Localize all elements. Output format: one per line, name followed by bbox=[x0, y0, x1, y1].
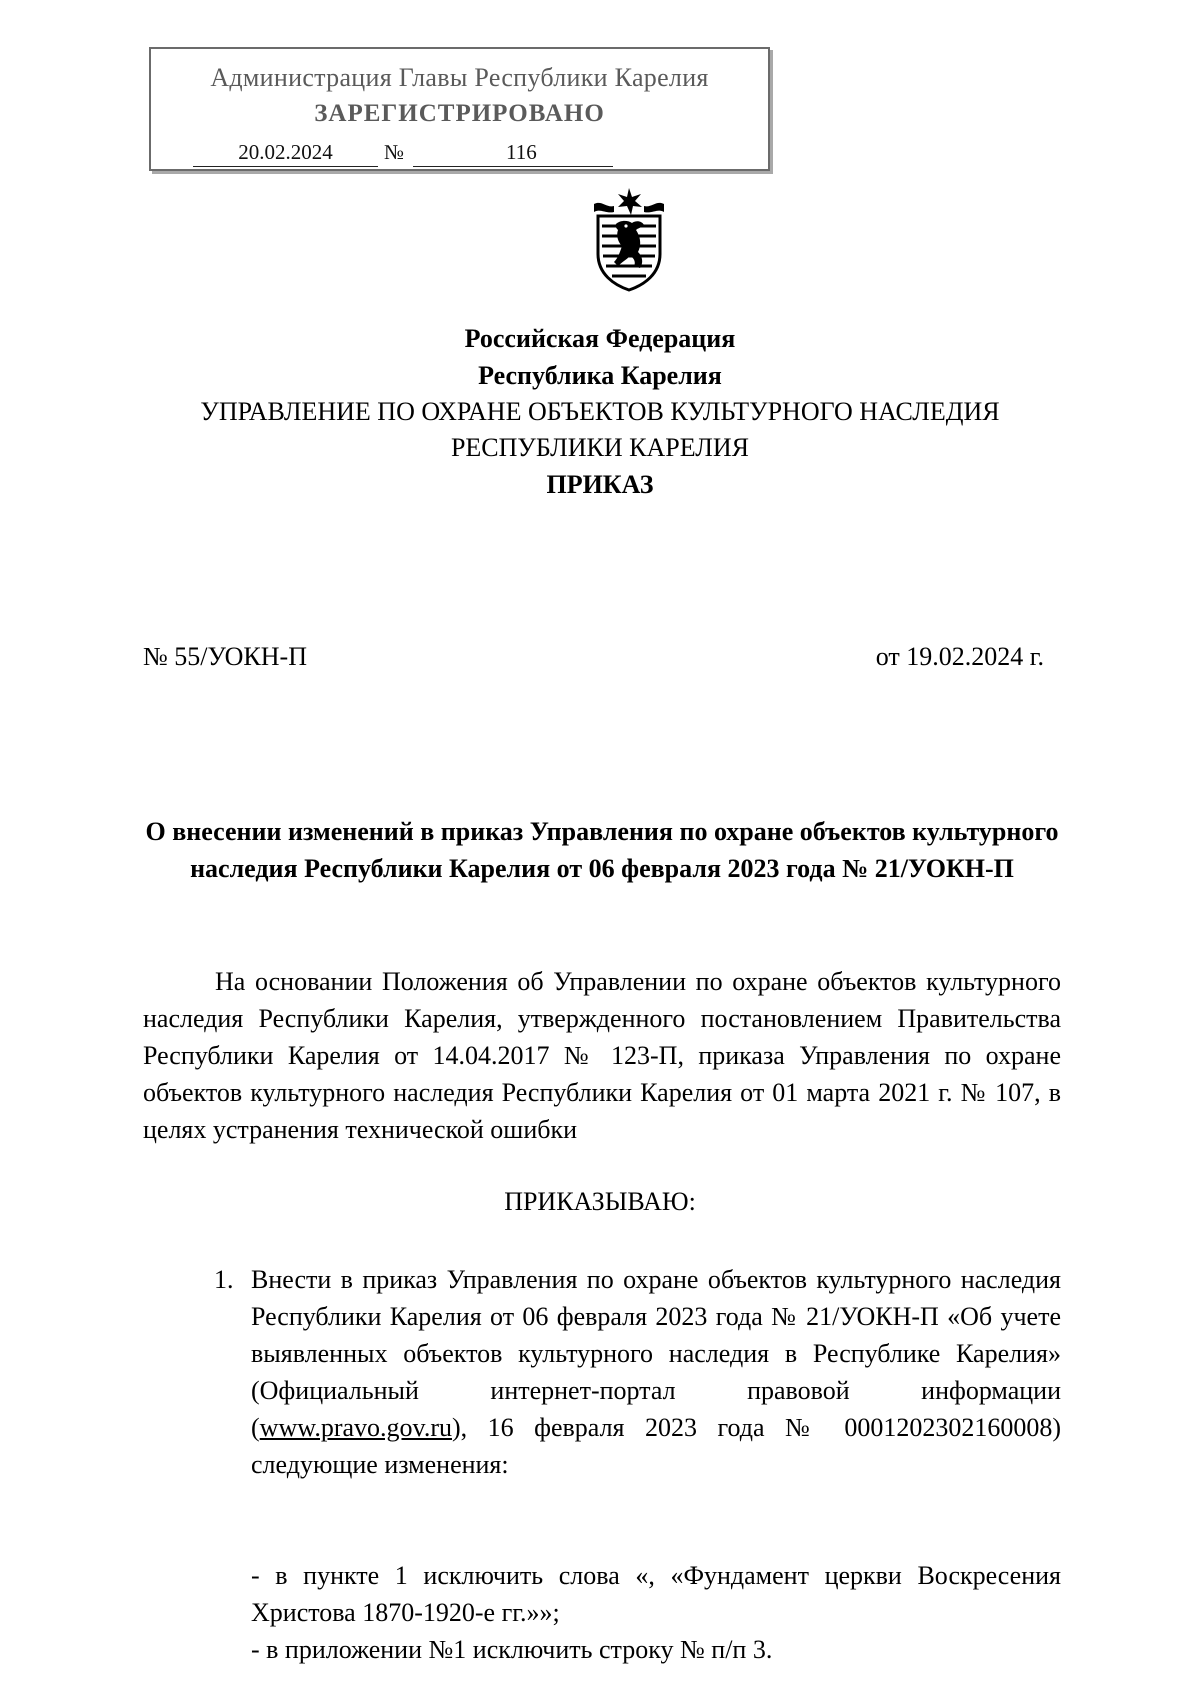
stamp-number: 116 bbox=[506, 140, 537, 164]
header-agency-line2: РЕСПУБЛИКИ КАРЕЛИЯ bbox=[450, 433, 750, 462]
item-text bbox=[251, 1261, 1061, 1483]
document-subject: О внесении изменений в приказ Управления по охране объектов культурного наследия Республики Карелия от 06 февраля 2023 года № 21/УОКН-П bbox=[145, 817, 1059, 883]
header-region: Республика Карелия bbox=[478, 361, 722, 390]
stamp-number-label: № bbox=[384, 140, 405, 164]
stamp-number-field bbox=[413, 140, 613, 167]
basis-paragraph: На основании Положения об Управлении по охране объектов культурного наследия Республики Карелия, утвержденного постановлением Правительства Республики Карелия от 14.04.2017 № 123-П, приказа Управления по охране объектов культурного наследия Республики Карелия от 01 марта 2021 г. № 107, в целях устранения технической ошибки bbox=[143, 967, 1061, 1144]
item-number: 1. bbox=[214, 1265, 234, 1294]
header-agency-line1: УПРАВЛЕНИЕ ПО ОХРАНЕ ОБЪЕКТОВ КУЛЬТУРНОГО НАСЛЕДИЯ bbox=[200, 397, 1000, 426]
stamp-date: 20.02.2024 bbox=[193, 140, 378, 167]
item-text-after-link: ), 16 февраля 2023 года № 0001202302160008) следующие изменения: bbox=[251, 1413, 1061, 1479]
item-bullet-1: - в пункте 1 исключить слова «, «Фундамент церкви Воскресения Христова 1870-1920-е гг.»»; bbox=[251, 1561, 1061, 1627]
stamp-status: ЗАРЕГИСТРИРОВАНО bbox=[314, 100, 605, 127]
order-date: от 19.02.2024 г. bbox=[875, 642, 1044, 671]
order-word: ПРИКАЗЫВАЮ: bbox=[504, 1187, 696, 1216]
pravo-link[interactable]: www.pravo.gov.ru bbox=[259, 1413, 452, 1442]
registration-stamp bbox=[149, 47, 770, 171]
karelia-coat-of-arms-icon bbox=[586, 186, 672, 292]
item-text-before-link: Внести в приказ Управления по охране объектов культурного наследия Республики Карелия от 06 февраля 2023 года № 21/УОКН-П «Об учете выявленных объектов культурного наследия в Республике Карелия» (Официальный интернет-портал правовой информации ( bbox=[251, 1265, 1061, 1442]
stamp-organization: Администрация Главы Республики Карелия bbox=[210, 63, 709, 92]
item-bullet-2: - в приложении №1 исключить строку № п/п 3. bbox=[251, 1635, 773, 1664]
document-type: ПРИКАЗ bbox=[546, 470, 654, 499]
header-country: Российская Федерация bbox=[464, 324, 736, 353]
order-number: № 55/УОКН-П bbox=[143, 642, 307, 671]
